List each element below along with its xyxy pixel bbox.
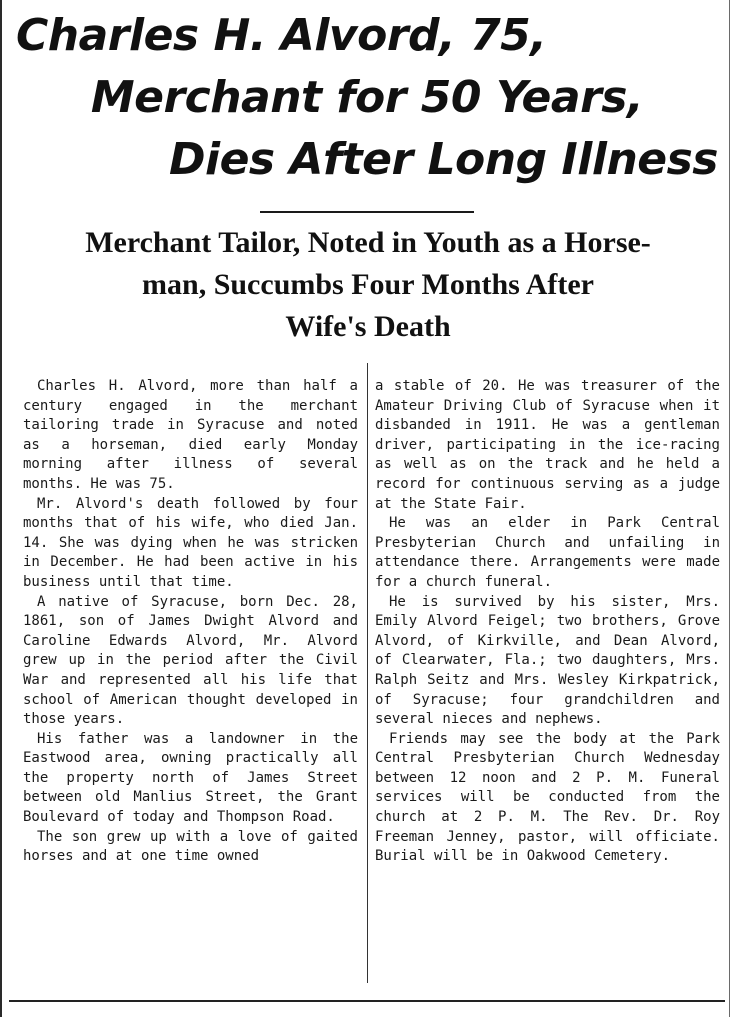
article-paragraph: A native of Syracuse, born Dec. 28, 1861, son of James Dwight Alvord and Caroline Edwards Alvord, Mr. Alvord grew up in the period after the Civil War and represented all his life that school of American thought developed in those years. <box>23 593 358 728</box>
article-paragraph: Charles H. Alvord, more than half a century engaged in the merchant tailoring trade in Syracuse and noted as a horseman, died early Monday morning after illness of several months. He was 75. <box>23 378 358 492</box>
article-paragraph: He is survived by his sister, Mrs. Emily Alvord Feigel; two brothers, Grove Alvord, of Kirkville, and Dean Alvord, of Clearwater, Fla.; two daughters, Mrs. Ralph Seitz and Mrs. Wesley Kirkpatrick, of Syracuse; four grandchildren and several nieces and nephews. <box>375 593 720 728</box>
subheadline-line-1: Merchant Tailor, Noted in Youth as a Horse- <box>85 226 651 259</box>
subheadline-line-3: Wife's Death <box>285 310 451 343</box>
bottom-rule <box>9 1000 725 1002</box>
article-paragraph: The son grew up with a love of gaited horses and at one time owned <box>23 828 358 865</box>
article-paragraph: Mr. Alvord's death followed by four months that of his wife, who died Jan. 14. She was dying when he was stricken in December. He had been active in his business until that time. <box>23 495 358 590</box>
article-column-right <box>375 377 720 867</box>
headline-line-1: Charles H. Alvord, 75, <box>16 10 547 61</box>
headline-line-2: Merchant for 50 Years, <box>90 72 644 123</box>
article-paragraph: Friends may see the body at the Park Central Presbyterian Church Wednesday between 12 noon and 2 P. M. Funeral services will be conducted from the church at 2 P. M. The Rev. Dr. Roy Freeman Jenney, pastor, will officiate. Burial will be in Oakwood Cemetery. <box>375 730 720 865</box>
article-paragraph: He was an elder in Park Central Presbyterian Church and unfailing in attendance there. Arrangements were made for a church funeral. <box>375 515 720 590</box>
subheadline-line-2: man, Succumbs Four Months After <box>142 268 594 301</box>
article-paragraph: His father was a landowner in the Eastwood area, owning practically all the property north of James Street between old Manlius Street, the Grant Boulevard of today and Thompson Road. <box>23 730 358 826</box>
subheadline <box>12 222 724 348</box>
column-divider <box>367 363 368 983</box>
article-column-left <box>23 377 358 867</box>
headline-line-3: Dies After Long Illness <box>168 134 718 185</box>
article-paragraph: a stable of 20. He was treasurer of the Amateur Driving Club of Syracuse when it disbanded in 1911. He was a gentleman driver, participating in the ice-racing as well as on the track and he held a record for continuous serving as a judge at the State Fair. <box>375 378 720 512</box>
headline-divider-rule <box>260 211 474 213</box>
